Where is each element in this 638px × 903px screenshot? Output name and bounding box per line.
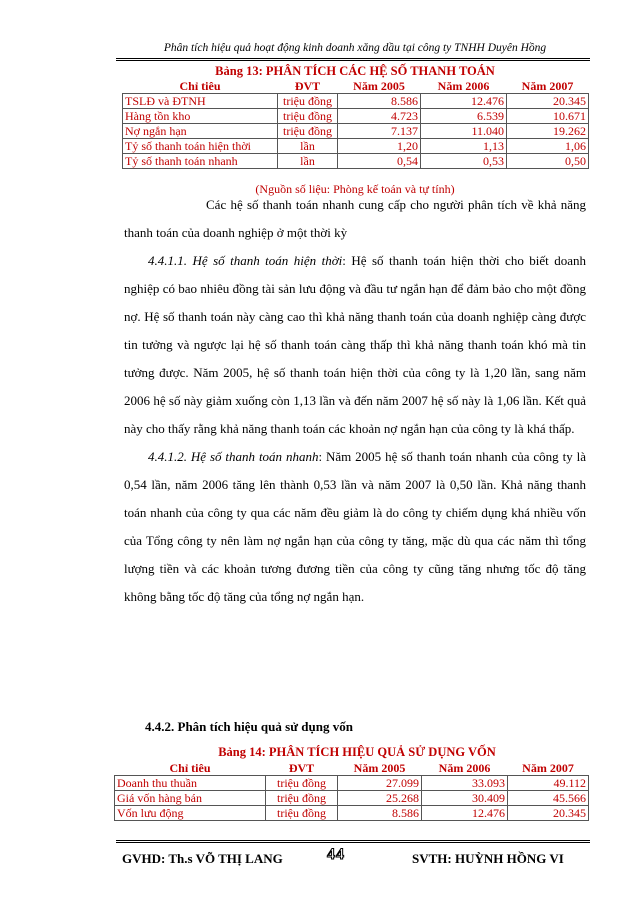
row-label: Tỷ số thanh toán nhanh: [123, 154, 278, 169]
table-row: [115, 776, 589, 791]
value-2005: 0,54: [338, 154, 421, 169]
subsection-heading: 4.4.1.1. Hệ số thanh toán hiện thời: [148, 253, 343, 268]
advisor-name: GVHD: Th.s VÕ THỊ LANG: [122, 851, 283, 866]
value-2006: 11.040: [421, 124, 507, 139]
intro-paragraph: Các hệ số thanh toán nhanh cung cấp cho người phân tích về khả năng thanh toán của doanh nghiệp ở một thời kỳ: [124, 197, 586, 240]
row-unit: triệu đồng: [266, 806, 338, 821]
column-header: Chỉ tiêu: [123, 79, 278, 94]
table-row: [123, 109, 589, 124]
running-header: Phân tích hiệu quả hoạt động kinh doanh xăng dầu tại công ty TNHH Duyên Hồng: [163, 42, 547, 54]
value-2006: 6.539: [421, 109, 507, 124]
value-2007: 20.345: [507, 94, 589, 109]
row-unit: lần: [278, 139, 338, 154]
footer-rule: [116, 842, 590, 843]
value-2006: 33.093: [422, 776, 508, 791]
paragraph-text: : Năm 2005 hệ số thanh toán nhanh của công ty là 0,54 lần, năm 2006 tăng lên thành 0,53 lần và năm 2007 là 0,50 lần. Khả năng thanh toán nhanh của công ty qua các năm đều giảm là do công ty chiếm dụng khá nhiều vốn của Tổng công ty nên làm nợ ngắn hạn của công ty tăng, mặc dù qua các năm thì tổng lượng tiền và các khoản tương đương tiền của công ty cũng tăng nhưng tốc độ tăng không bằng tốc độ tăng của tổng nợ ngắn hạn.: [124, 449, 586, 604]
table14-header-row: [115, 761, 589, 776]
table-row: [123, 154, 589, 169]
table13-caption: Bảng 13: PHÂN TÍCH CÁC HỆ SỐ THANH TOÁN: [215, 64, 495, 78]
value-2007: 49.112: [508, 776, 589, 791]
value-2005: 27.099: [338, 776, 422, 791]
row-label: Vốn lưu động: [115, 806, 266, 821]
row-unit: triệu đồng: [278, 94, 338, 109]
value-2006: 12.476: [422, 806, 508, 821]
footer-rule: [116, 840, 590, 841]
table13-source-note: (Nguồn số liệu: Phòng kế toán và tự tính): [255, 182, 455, 196]
row-unit: triệu đồng: [266, 791, 338, 806]
value-2007: 10.671: [507, 109, 589, 124]
value-2007: 0,50: [507, 154, 589, 169]
row-unit: triệu đồng: [278, 109, 338, 124]
column-header: Năm 2006: [421, 79, 507, 94]
row-label: Nợ ngắn hạn: [123, 124, 278, 139]
row-label: Tỷ số thanh toán hiện thời: [123, 139, 278, 154]
column-header: ĐVT: [278, 79, 338, 94]
value-2006: 30.409: [422, 791, 508, 806]
row-unit: lần: [278, 154, 338, 169]
table14: [114, 761, 589, 821]
value-2007: 20.345: [508, 806, 589, 821]
row-unit: triệu đồng: [266, 776, 338, 791]
column-header: Năm 2007: [507, 79, 589, 94]
table-row: [115, 806, 589, 821]
value-2007: 45.566: [508, 791, 589, 806]
column-header: Năm 2006: [422, 761, 508, 776]
table-row: [115, 791, 589, 806]
table-row: [123, 139, 589, 154]
value-2007: 1,06: [507, 139, 589, 154]
column-header: Năm 2005: [338, 761, 422, 776]
subsection-heading: 4.4.1.2. Hệ số thanh toán nhanh: [148, 449, 319, 464]
column-header: Năm 2007: [508, 761, 589, 776]
table13: [122, 79, 589, 169]
value-2005: 1,20: [338, 139, 421, 154]
student-name: SVTH: HUỲNH HỒNG VI: [412, 851, 564, 866]
row-label: Hàng tồn kho: [123, 109, 278, 124]
table14-caption: Bảng 14: PHÂN TÍCH HIỆU QUẢ SỬ DỤNG VỐN: [218, 745, 496, 759]
section-heading: 4.4.2. Phân tích hiệu quả sử dụng vốn: [145, 719, 353, 734]
value-2005: 25.268: [338, 791, 422, 806]
value-2005: 8.586: [338, 94, 421, 109]
paragraph-current-ratio: [124, 247, 586, 443]
row-label: TSLĐ và ĐTNH: [123, 94, 278, 109]
column-header: ĐVT: [266, 761, 338, 776]
value-2007: 19.262: [507, 124, 589, 139]
page-number: 44: [327, 846, 345, 863]
value-2006: 0,53: [421, 154, 507, 169]
table-row: [123, 124, 589, 139]
row-label: Doanh thu thuần: [115, 776, 266, 791]
value-2005: 4.723: [338, 109, 421, 124]
row-unit: triệu đồng: [278, 124, 338, 139]
row-label: Giá vốn hàng bán: [115, 791, 266, 806]
paragraph-text: : Hệ số thanh toán hiện thời cho biết doanh nghiệp có bao nhiêu đồng tài sản lưu động và đầu tư ngắn hạn để đảm bảo cho một đồng nợ. Hệ số thanh toán này càng cao thì khả năng thanh toán của doanh nghiệp càng được tin tưởng và ngược lại hệ số thanh toán càng thấp thì khả năng thanh toán khó mà tin tưởng được. Năm 2005, hệ số thanh toán hiện thời của công ty là 1,20 lần, sang năm 2006 hệ số này giảm xuống còn 1,13 lần và đến năm 2007 hệ số này là 1,06 lần. Kết quả này cho thấy rằng khả năng thanh toán các khoản nợ ngắn hạn của công ty là khá thấp.: [124, 253, 587, 436]
value-2006: 1,13: [421, 139, 507, 154]
value-2006: 12.476: [421, 94, 507, 109]
header-rule: [116, 60, 590, 61]
header-rule: [116, 58, 590, 59]
column-header: Chỉ tiêu: [115, 761, 266, 776]
table13-header-row: [123, 79, 589, 94]
table-row: [123, 94, 589, 109]
paragraph-quick-ratio: [124, 443, 586, 611]
value-2005: 7.137: [338, 124, 421, 139]
column-header: Năm 2005: [338, 79, 421, 94]
value-2005: 8.586: [338, 806, 422, 821]
